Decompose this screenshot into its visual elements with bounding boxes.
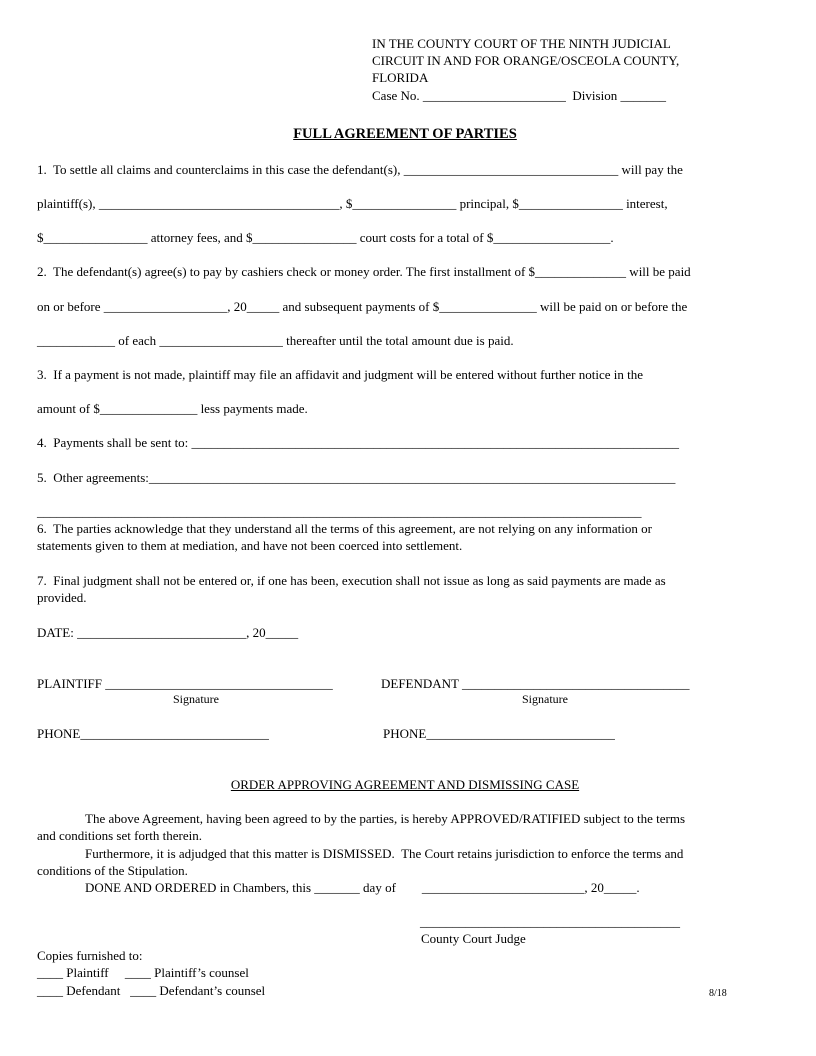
order-title: ORDER APPROVING AGREEMENT AND DISMISSING CASE xyxy=(230,777,580,792)
clause-6-line2: statements given to them at mediation, and have not been coerced into settlement. xyxy=(37,538,463,553)
copies-heading: Copies furnished to: xyxy=(37,948,143,963)
clause-1-line3[interactable]: $________________ attorney fees, and $________________ court costs for a total of $__________________. xyxy=(37,230,614,245)
order-line2: and conditions set forth therein. xyxy=(37,828,202,843)
defendant-phone-field[interactable]: PHONE_____________________________ xyxy=(383,726,615,741)
clause-2-line2[interactable]: on or before ___________________, 20_____ and subsequent payments of $_______________ will be paid on or before the xyxy=(37,299,688,314)
clause-6-line1: 6. The parties acknowledge that they understand all the terms of this agreement, are not relying on any information or xyxy=(37,521,652,536)
copies-row-plaintiff[interactable]: ____ Plaintiff ____ Plaintiff’s counsel xyxy=(37,965,249,980)
payments-address-field[interactable]: 4. Payments shall be sent to: ___________________________________________________________________________ xyxy=(37,435,680,450)
clause-2-line1[interactable]: 2. The defendant(s) agree(s) to pay by cashiers check or money order. The first installment of $______________ will be paid xyxy=(37,264,691,279)
clause-7-line1: 7. Final judgment shall not be entered or, if one has been, execution shall not issue as long as said payments are made as xyxy=(37,573,666,588)
defendant-signature-line[interactable]: DEFENDANT ___________________________________ xyxy=(381,676,690,691)
other-agreements-blank-line[interactable]: _____________________________________________________________________________________________ xyxy=(37,504,642,519)
plaintiff-phone-field[interactable]: PHONE_____________________________ xyxy=(37,726,269,741)
clause-2-line3[interactable]: ____________ of each ___________________ thereafter until the total amount due is paid. xyxy=(37,333,514,348)
plaintiff-signature-line[interactable]: PLAINTIFF ___________________________________ xyxy=(37,676,333,691)
order-line4: conditions of the Stipulation. xyxy=(37,863,188,878)
form-code: 8/18 xyxy=(709,988,727,999)
clause-1-line1[interactable]: 1. To settle all claims and counterclaims in this case the defendant(s), _________________________________ will pay the xyxy=(37,162,683,177)
clause-3-line2[interactable]: amount of $_______________ less payments made. xyxy=(37,401,308,416)
copies-row-defendant[interactable]: ____ Defendant ____ Defendant’s counsel xyxy=(37,983,266,998)
court-header-line3: FLORIDA xyxy=(372,70,429,85)
clause-7-line2: provided. xyxy=(37,590,87,605)
plaintiff-signature-caption: Signature xyxy=(173,692,219,706)
clause-3-line1: 3. If a payment is not made, plaintiff may file an affidavit and judgment will be entered without further notice in the xyxy=(37,367,644,382)
case-number-line[interactable]: Case No. ______________________ Division _______ xyxy=(372,88,666,103)
order-line1: The above Agreement, having been agreed to by the parties, is hereby APPROVED/RATIFIED subject to the terms xyxy=(85,811,686,826)
judge-caption: County Court Judge xyxy=(421,931,526,946)
clause-1-line2[interactable]: plaintiff(s), _____________________________________, $________________ principal, $________________ interest, xyxy=(37,196,668,211)
judge-signature-line[interactable]: ________________________________________ xyxy=(420,914,680,929)
date-field[interactable]: DATE: __________________________, 20_____ xyxy=(37,625,299,640)
court-header-line2: CIRCUIT IN AND FOR ORANGE/OSCEOLA COUNTY, xyxy=(372,53,680,68)
defendant-signature-caption: Signature xyxy=(522,692,568,706)
order-line3: Furthermore, it is adjudged that this matter is DISMISSED. The Court retains jurisdiction to enforce the terms and xyxy=(85,846,684,861)
other-agreements-field[interactable]: 5. Other agreements:_________________________________________________________________________________ xyxy=(37,470,676,485)
court-header-line1: IN THE COUNTY COURT OF THE NINTH JUDICIAL xyxy=(372,36,671,51)
done-and-ordered-line[interactable]: DONE AND ORDERED in Chambers, this _______ day of _________________________, 20_____. xyxy=(85,880,640,895)
page-title: FULL AGREEMENT OF PARTIES xyxy=(293,126,517,142)
